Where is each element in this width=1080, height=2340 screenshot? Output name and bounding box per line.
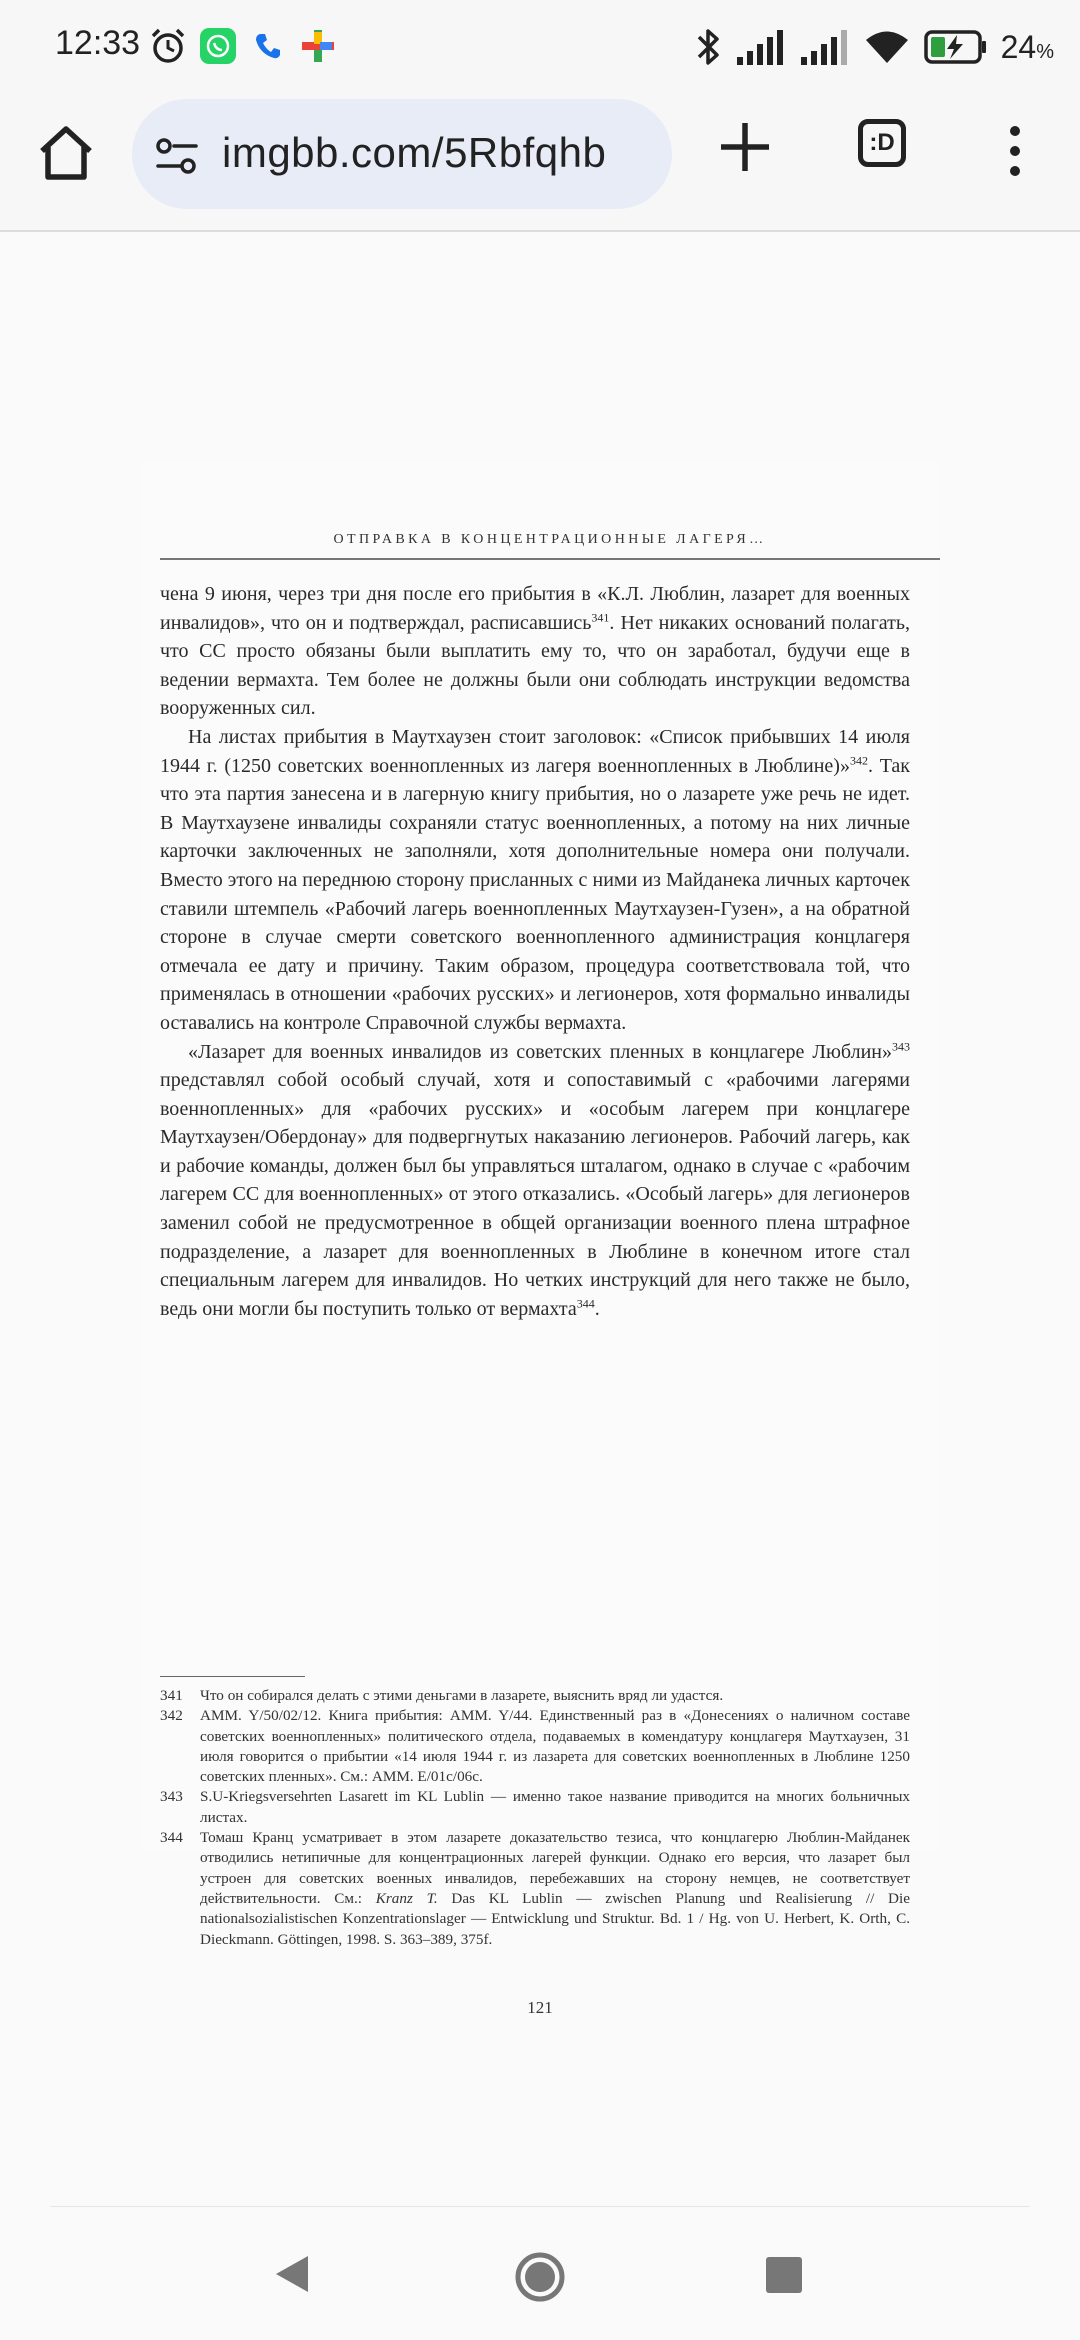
back-icon[interactable] xyxy=(272,2253,312,2295)
navigation-bar xyxy=(0,2207,1080,2340)
recents-icon[interactable] xyxy=(766,2257,802,2293)
phone-icon xyxy=(248,26,288,66)
status-time: 12:33 xyxy=(55,24,141,62)
status-bar xyxy=(0,0,1080,95)
paragraph: «Лазарет для военных инвалидов из советских пленных в концлагере Люблин»$^{343}$ представлял собой особый случай, хотя и сопоставимый с «рабочими лагерями военнопленных» для «рабочих русских» и «особым лагерем при концлагере Маутхаузен/Обердонау» для подвергнутых наказанию легионеров. Рабочий лагерь, как и рабочие команды, должен был бы управляться шталагом, однако в случае с «рабочим лагерем СС для военнопленных» от этого отказались. «Особый лагерь» для легионеров заменил собой не предусмотренное в общей организации военного плена штрафное подразделение, а лазарет для военнопленных в Люблине в конечном итоге стал специальным лагерем для инвалидов. Но четких инструкций для него также не было, ведь они могли бы поступить только от вермахта$^{344}$. xyxy=(160,1038,910,1320)
footnote xyxy=(160,1828,910,1950)
wifi-icon xyxy=(863,27,911,67)
bluetooth-icon xyxy=(693,25,723,69)
footnote-ref: 343 xyxy=(892,1038,910,1053)
battery-charging-icon xyxy=(923,28,989,66)
battery-percent: 24% xyxy=(1000,28,1054,65)
footnote-ref: 341 xyxy=(591,609,610,624)
footnote xyxy=(160,1787,910,1828)
signal-icon xyxy=(799,27,851,67)
paragraph: чена 9 июня, через три дня после его прибытия в «К.Л. Люблин, лазарет для военных инвалидов», что он и подтверждал, расписавшись$^{341}$. Нет никаких оснований полагать, что СС просто обязаны были выплатить ему то, что он заработал, будучи еще в ведении вермахта. Тем более не должны были они соблюдать инструкции ведомства вооруженных сил. xyxy=(160,583,910,720)
paragraph: На листах прибытия в Маутхаузен стоит заголовок: «Список прибывших 14 июля 1944 г. (1250 советских военнопленных из лагеря военнопленных в Люблине)»$^{342}$. Так что эта партия занесена и в лагерную книгу прибытия, но о лазарете уже речь не идет. В Маутхаузене инвалиды сохраняли статус военнопленных, а потому на них личные карточки заключенных не заполняли, хотя дополнительные номера они получали. Вместо этого на переднюю сторону присланных с ними из Майданека личных карточек ставили штемпель «Рабочий лагерь военнопленных Маутхаузен-Гузен», а на обратной стороне в случае смерти советского военнопленного администрация концлагеря отмечала ее дату и причину. Таким образом, процедура соответствовала той, что применялась в отношении «рабочих русских» и легионеров, хотя формально инвалиды оставались на контроле Справочной службы вермахта. xyxy=(160,725,911,1034)
footnote-text: S.U-Kriegsversehrten Lasarett im KL Lublin — именно такое название приводится на многих больничных листах. xyxy=(200,1788,910,1826)
footnote-text: Что он собирался делать с этими деньгами в лазарете, выяснить вряд ли удастся. xyxy=(200,1687,724,1704)
home-icon[interactable] xyxy=(34,121,98,185)
footnotes xyxy=(160,1686,910,1950)
address-bar[interactable] xyxy=(132,99,672,209)
home-circle-icon[interactable] xyxy=(514,2251,566,2303)
browser-toolbar xyxy=(0,95,1080,232)
plus-icon[interactable] xyxy=(715,117,775,177)
footnote-number: 341 xyxy=(160,1687,183,1704)
footnote xyxy=(160,1706,910,1787)
footnote-ref: 344 xyxy=(576,1296,595,1311)
status-indicators xyxy=(693,24,1054,70)
footnote-ref: 342 xyxy=(849,752,868,767)
whatsapp-icon xyxy=(198,26,238,66)
more-vert-icon[interactable] xyxy=(1005,121,1025,181)
footnote-number: 342 xyxy=(160,1707,183,1725)
signal-icon xyxy=(735,27,787,67)
tab-switcher-button[interactable]: :D xyxy=(858,119,906,167)
header-rule xyxy=(160,558,940,560)
footnote-text: Томаш Кранц усматривает в этом лазарете доказательство тезиса, что концлагерю Люблин-Майданек отводились нетипичные для концентрационных лагерей функции. Однако его версия, что лазарет был устроен для советских военных инвалидов, перебежавших на сторону немцев, не соответствует действительности. См.: Kranz T. Das KL Lublin — zwischen Planung und Realisierung // Die nationalsozialistischen Konzentrationslager — Entwicklung und Struktur. Bd. 1 / Hg. von U. Herbert, K. Orth, C. Dieckmann. Göttingen, 1998. S. 363–389, 375f. xyxy=(200,1829,910,1948)
footnote-rule xyxy=(160,1676,305,1677)
footnote-text: AMM. Y/50/02/12. Книга прибытия: AMM. Y/44. Единственный раз в «Донесениях о наличном составе советских военнопленных» политического отдела, подаваемых в комендатуру концлагеря Маутхаузен, 31 июля говорится о прибытии «14 июля 1944 г. из лазарета для советских военнопленных в Люблине 1250 советских пленных». См.: AMM. E/01c/06c. xyxy=(200,1707,910,1786)
book-page-image xyxy=(140,462,940,2017)
footnote xyxy=(160,1686,910,1706)
url-text[interactable]: imgbb.com/5Rbfqhb xyxy=(222,129,607,176)
web-content[interactable] xyxy=(0,232,1080,2202)
site-settings-icon[interactable] xyxy=(154,133,200,179)
body-text xyxy=(160,580,910,1323)
running-head: ОТПРАВКА В КОНЦЕНТРАЦИОННЫЕ ЛАГЕРЯ… xyxy=(333,532,767,547)
footnote-number: 344 xyxy=(160,1829,183,1847)
play-games-icon xyxy=(298,26,338,66)
alarm-icon xyxy=(148,26,188,66)
footnote-number: 343 xyxy=(160,1788,183,1806)
page-number: 121 xyxy=(527,1998,553,2017)
